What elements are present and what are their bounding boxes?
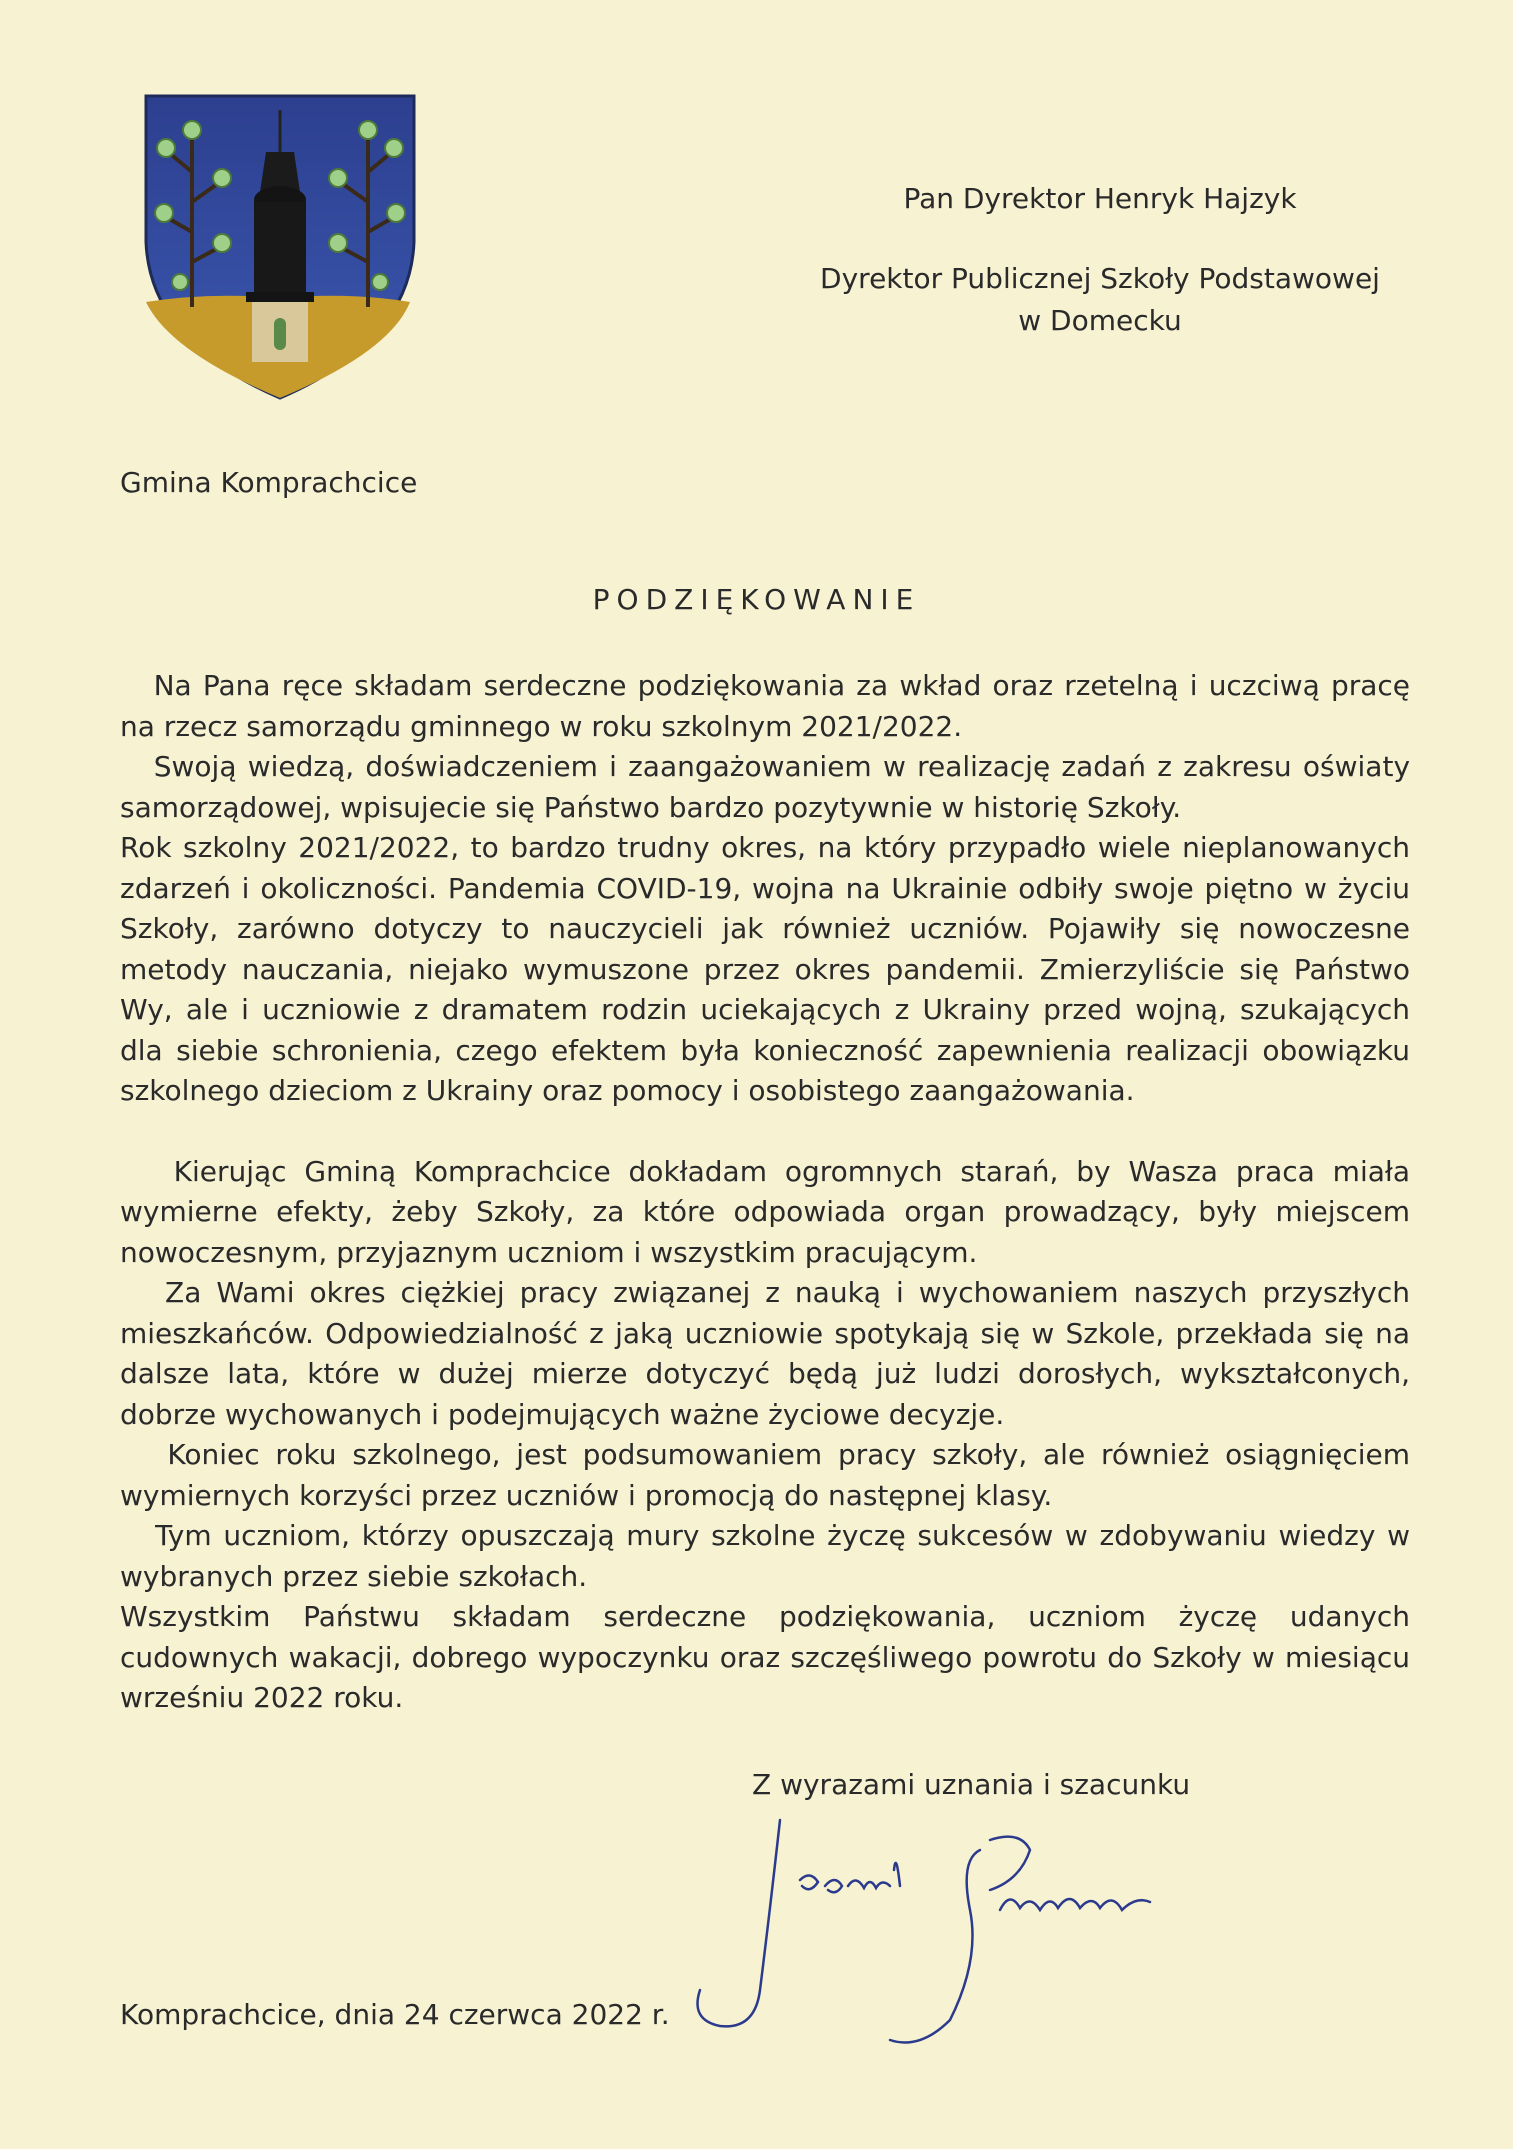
paragraph: Tym uczniom, którzy opuszczają mury szkolne życzę sukcesów w zdobywaniu wiedzy w wybranych przez siebie szkołach. (120, 1519, 1419, 1593)
recipient-title-line: Dyrektor Publicznej Szkoły Podstawowej (820, 262, 1380, 295)
paragraph: Wszystkim Państwu składam serdeczne podziękowania, uczniom życzę udanych cudownych wakacji, dobrego wypoczynku oraz szczęśliwego powrotu do Szkoły w miesiącu wrześniu 2022 roku. (120, 1600, 1419, 1714)
closing-phrase: Z wyrazami uznania i szacunku (752, 1768, 1191, 1801)
paragraph: Za Wami okres ciężkiej pracy związanej z nauką i wychowaniem naszych przyszłych mieszkańców. Odpowiedzialność z jaką uczniowie spotykają się w Szkole, przekłada się na dalsze lata, które w dużej mierze dotyczyć będą już ludzi dorosłych, wykształconych, dobrze wychowanych i podejmujących ważne życiowe decyzje. (120, 1276, 1419, 1431)
paragraph: Kierując Gminą Komprachcice dokładam ogromnych starań, by Wasza praca miała wymierne efekty, żeby Szkoły, za które odpowiada organ prowadzący, były miejscem nowoczesnym, przyjaznym uczniom i wszystkim pracującym. (120, 1154, 1419, 1269)
paragraph: Koniec roku szkolnego, jest podsumowaniem pracy szkoły, ale również osiągnięciem wymiernych korzyści przez uczniów i promocją do następnej klasy. (120, 1438, 1419, 1512)
recipient-title (700, 258, 1500, 342)
recipient-location: w Domecku (1018, 304, 1182, 337)
letter-title: PODZIĘKOWANIE (592, 583, 921, 616)
paragraph: Swoją wiedzą, doświadczeniem i zaangażowaniem w realizację zadań z zakresu oświaty samorządowej, wpisujecie się Państwo bardzo pozytywnie w historię Szkoły. (120, 750, 1419, 824)
paragraph: Na Pana ręce składam serdeczne podziękowania za wkład oraz rzetelną i uczciwą pracę na rzecz samorządu gminnego w roku szkolnym 2021/2022. (120, 669, 1419, 743)
place-and-date: Komprachcice, dnia 24 czerwca 2022 r. (120, 1998, 670, 2031)
letter-body (120, 666, 1419, 1719)
recipient-name: Pan Dyrektor Henryk Hajzyk (903, 182, 1297, 215)
paragraph: Rok szkolny 2021/2022, to bardzo trudny okres, na który przypadło wiele nieplanowanych zdarzeń i okoliczności. Pandemia COVID-19, wojna na Ukrainie odbiły swoje piętno w życiu Szkoły, zarówno dotyczy to nauczycieli jak również uczniów. Pojawiły się nowoczesne metody nauczania, niejako wymuszone przez okres pandemii. Zmierzyliście się Państwo Wy, ale i uczniowie z dramatem rodzin uciekających z Ukrainy przed wojną, szukających dla siebie schronienia, czego efektem była konieczność zapewnienia realizacji obowiązku szkolnego dzieciom z Ukrainy oraz pomocy i osobistego zaangażowania. (120, 831, 1419, 1107)
handwritten-signature (660, 1790, 1220, 2050)
coat-of-arms-logo (140, 92, 420, 402)
sender-name: Gmina Komprachcice (120, 466, 418, 499)
